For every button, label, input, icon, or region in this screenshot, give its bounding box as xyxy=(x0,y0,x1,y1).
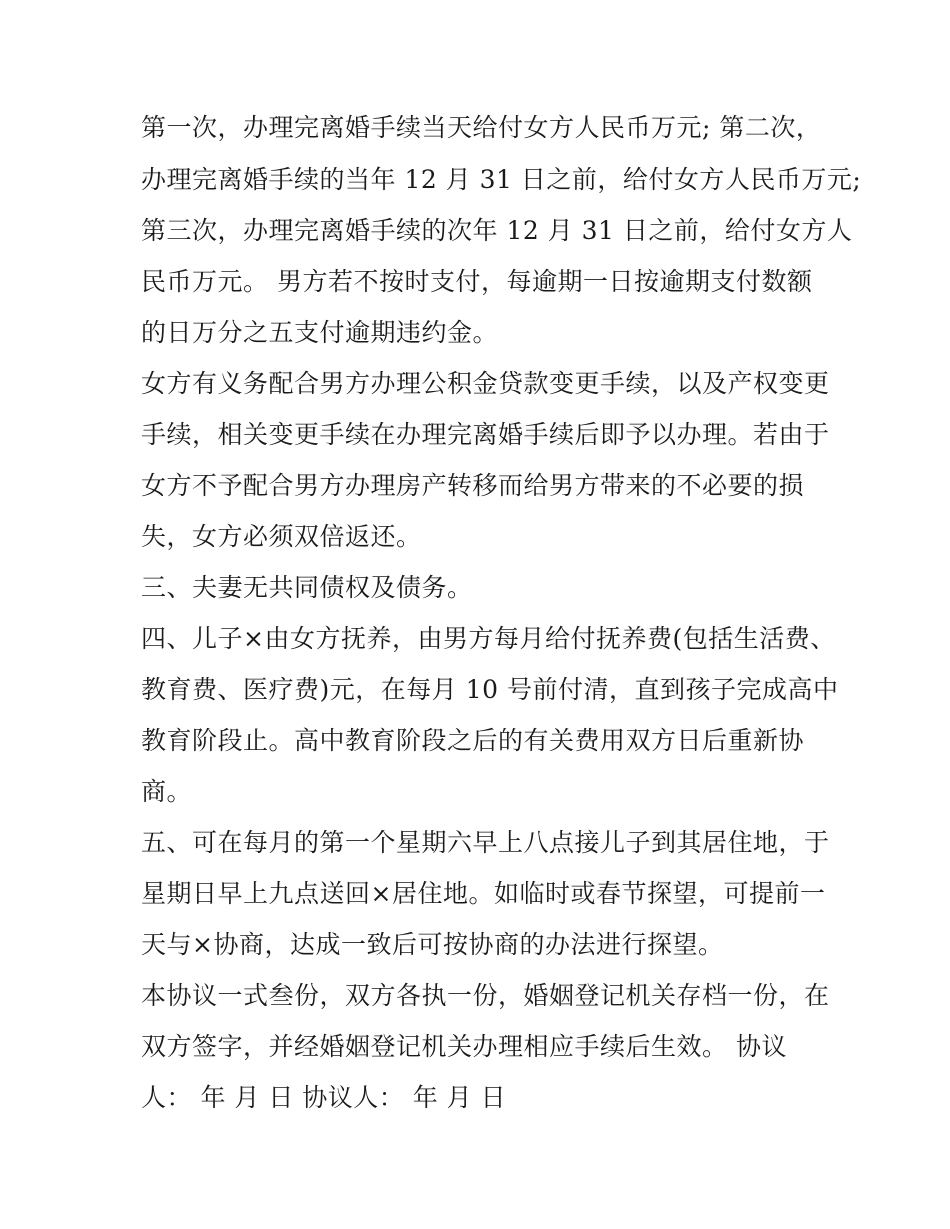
text-line: 手续，相关变更手续在办理完离婚手续后即予以办理。若由于 xyxy=(141,420,830,449)
text-line: 天与×协商，达成一致后可按协商的办法进行探望。 xyxy=(141,930,724,959)
text-line: 的日万分之五支付逾期违约金。 xyxy=(141,318,499,347)
text-line: 女方不予配合男方办理房产转移而给男方带来的不必要的损 xyxy=(141,471,805,500)
text-line: 商。 xyxy=(141,777,193,806)
text-line: 民币万元。 男方若不按时支付，每逾期一日按逾期支付数额 xyxy=(141,267,813,296)
text-line: 星期日早上九点送回×居住地。如临时或春节探望，可提前一 xyxy=(141,879,826,908)
text-line: 双方签字，并经婚姻登记机关办理相应手续后生效。 协议 xyxy=(141,1032,787,1061)
text-line: 本协议一式叁份，双方各执一份，婚姻登记机关存档一份，在 xyxy=(141,981,830,1010)
text-line: 失，女方必须双倍返还。 xyxy=(141,522,422,551)
text-line: 人： 年 月 日 协议人： 年 月 日 xyxy=(141,1083,507,1112)
text-line: 第三次，办理完离婚手续的次年 12 月 31 日之前，给付女方人 xyxy=(141,216,853,245)
text-line: 教育费、医疗费)元，在每月 10 号前付清，直到孩子完成高中 xyxy=(141,675,839,704)
text-line: 四、儿子×由女方抚养，由男方每月给付抚养费(包括生活费、 xyxy=(141,624,836,653)
text-line: 办理完离婚手续的当年 12 月 31 日之前，给付女方人民币万元; xyxy=(141,165,862,194)
text-line: 第一次，办理完离婚手续当天给付女方人民币万元; 第二次， xyxy=(141,113,822,142)
text-line: 女方有义务配合男方办理公积金贷款变更手续，以及产权变更 xyxy=(141,369,830,398)
text-line: 五、可在每月的第一个星期六早上八点接儿子到其居住地，于 xyxy=(141,828,830,857)
text-line: 三、夫妻无共同债权及债务。 xyxy=(141,573,473,602)
text-line: 教育阶段止。高中教育阶段之后的有关费用双方日后重新协 xyxy=(141,726,805,755)
